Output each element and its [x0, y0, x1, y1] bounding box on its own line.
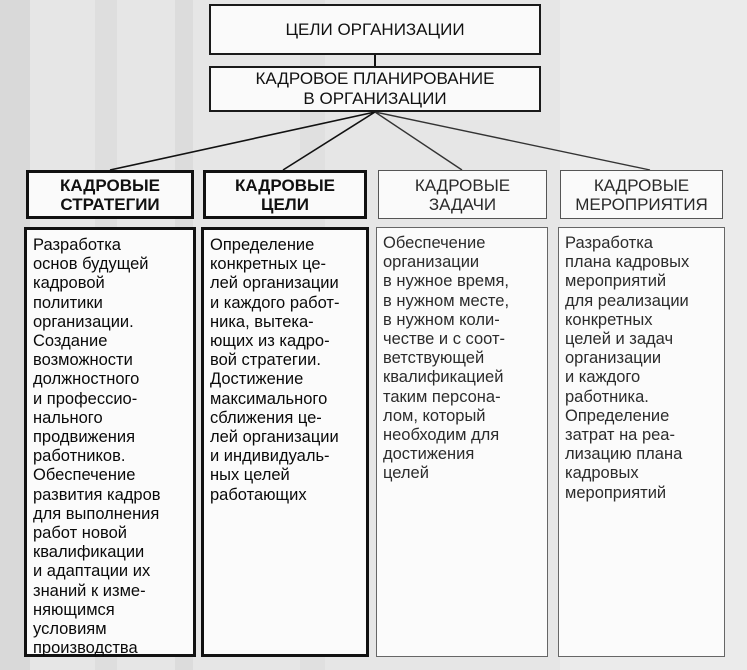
- header-line2: СТРАТЕГИИ: [60, 194, 160, 214]
- organization-goals-box: [209, 4, 541, 55]
- header-line2: ЦЕЛИ: [261, 194, 309, 214]
- hr-activities-description: Разработка плана кадровых мероприятий для реализации конкретных целей и задач организации и каждого работника. Определение затрат на реа- лизацию плана кадровых мероприятий: [558, 227, 725, 657]
- organization-goals-label: ЦЕЛИ ОРГАНИЗАЦИИ: [285, 19, 465, 39]
- hr-planning-label-line2: В ОРГАНИЗАЦИИ: [303, 89, 447, 108]
- connector-strategies: [110, 112, 375, 170]
- hr-planning-box: [209, 66, 541, 112]
- header-line1: КАДРОВЫЕ: [414, 175, 511, 195]
- hr-goals-header: [203, 170, 367, 219]
- header-line1: КАДРОВЫЕ: [593, 175, 690, 195]
- hr-activities-header: [560, 170, 723, 219]
- header-line1: КАДРОВЫЕ: [60, 175, 160, 195]
- connector-activities: [375, 112, 650, 170]
- connector-goals: [283, 112, 375, 170]
- hr-tasks-header: [378, 170, 547, 219]
- header-line2: ЗАДАЧИ: [428, 194, 497, 214]
- hr-goals-description: Определение конкретных це- лей организации и каждого работ- ника, вытека- ющих из кадро- вой стратегии. Достижение максимального сближения це- лей организации и индивидуаль- ных целей работающих: [201, 227, 369, 657]
- header-line1: КАДРОВЫЕ: [235, 175, 335, 195]
- hr-tasks-description: Обеспечение организации в нужное время, в нужном месте, в нужном коли- честве и с соот- ветствующей квалификацией таким персона- лом, который необходим для достижения целей: [376, 227, 548, 657]
- hr-strategies-description: Разработка основ будущей кадровой политики организации. Создание возможности должностного и профессио- нального продвижения работников. Обеспечение развития кадров для выполнения работ новой квалификации и адаптации их знаний к изме- няющимся условиям производства: [24, 227, 196, 657]
- hr-strategies-header: [26, 170, 194, 219]
- hr-planning-label-line1: КАДРОВОЕ ПЛАНИРОВАНИЕ: [255, 69, 495, 88]
- header-line2: МЕРОПРИЯТИЯ: [575, 194, 708, 214]
